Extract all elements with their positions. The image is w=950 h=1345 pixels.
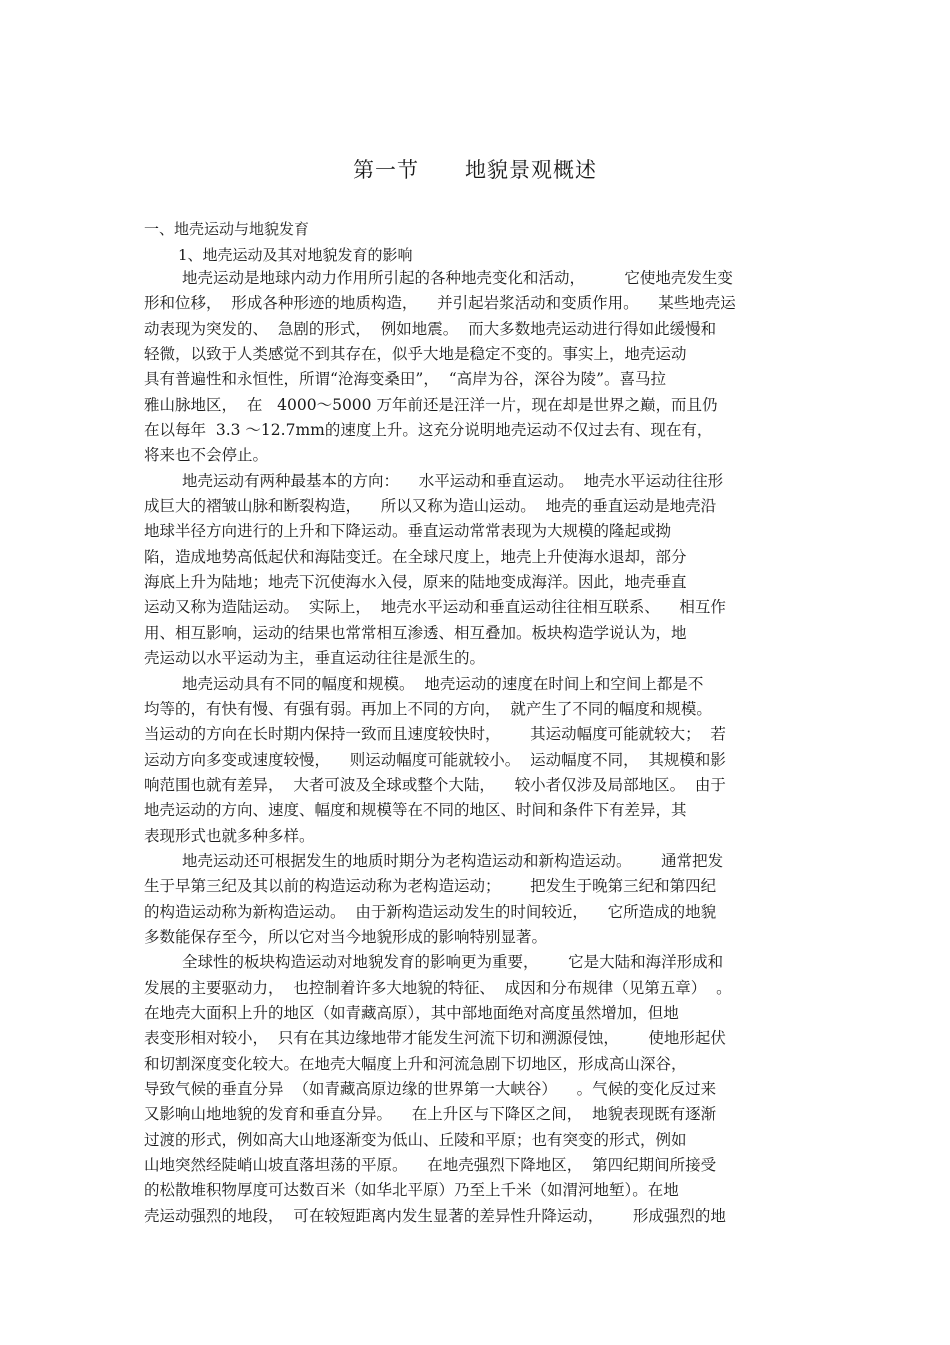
text-line: 壳运动以水平运动为主，垂直运动往往是派生的。 (144, 649, 486, 668)
body-text (144, 266, 824, 1229)
text-line: 当运动的方向在长时期内保持一致而且速度较快时， 其运动幅度可能就较大； 若 (144, 725, 726, 744)
section-title: 第一节 地貌景观概述 (352, 158, 598, 182)
heading-level-1: 一、地壳运动与地貌发育 (144, 220, 310, 238)
text-line: 生于早第三纪及其以前的构造运动称为老构造运动； 把发生于晚第三纪和第四纪 (144, 877, 717, 896)
text-line: 成巨大的褶皱山脉和断裂构造， 所以又称为造山运动。 地壳的垂直运动是地壳沿 (144, 497, 717, 516)
text-line: 地球半径方向进行的上升和下降运动。垂直运动常常表现为大规模的隆起或拗 (144, 522, 672, 541)
text-line: 运动方向多变或速度较慢， 则运动幅度可能就较小。 运动幅度不同， 其规模和影 (144, 750, 726, 769)
text-line: 的构造运动称为新构造运动。 由于新构造运动发生的时间较近， 它所造成的地貌 (144, 902, 717, 921)
text-line: 和切割深度变化较大。在地壳大幅度上升和河流急剧下切地区，形成高山深谷， (144, 1054, 687, 1073)
text-line: 形和位移， 形成各种形迹的地质构造， 并引起岩浆活动和变质作用。 某些地壳运 (144, 294, 736, 313)
text-line: 运动又称为造陆运动。 实际上， 地壳水平运动和垂直运动往往相互联系、 相互作 (144, 598, 726, 617)
text-line: 具有普遍性和永恒性，所谓“沧海变桑田”， “高岸为谷，深谷为陵”。喜马拉 (144, 370, 667, 389)
text-line: 均等的，有快有慢、有强有弱。再加上不同的方向， 就产生了不同的幅度和规模。 (144, 699, 712, 718)
text-line: 轻微，以致于人类感觉不到其存在，似乎大地是稳定不变的。事实上，地壳运动 (144, 345, 687, 364)
text-line: 多数能保存至今，所以它对当今地貌形成的影响特别显著。 (144, 927, 548, 946)
text-line: 导致气候的垂直分异 （如青藏高原边缘的世界第一大峡谷） 。气候的变化反过来 (144, 1080, 717, 1098)
text-line: 地壳运动有两种最基本的方向： 水平运动和垂直运动。 地壳水平运动往往形 (182, 471, 724, 490)
text-line: 壳运动强烈的地段， 可在较短距离内发生显著的差异性升降运动， 形成强烈的地 (144, 1206, 726, 1225)
text-line: 海底上升为陆地；地壳下沉使海水入侵，原来的陆地变成海洋。因此，地壳垂直 (144, 573, 687, 592)
text-line: 全球性的板块构造运动对地貌发育的影响更为重要， 它是大陆和海洋形成和 (182, 953, 724, 972)
text-line: 表现形式也就多种多样。 (144, 826, 315, 845)
text-line: 响范围也就有差异， 大者可波及全球或整个大陆， 较小者仅涉及局部地区。 由于 (144, 775, 726, 794)
text-line: 山地突然经陡峭山坡直落坦荡的平原。 在地壳强烈下降地区， 第四纪期间所接受 (144, 1156, 717, 1175)
text-line: 陷，造成地势高低起伏和海陆变迁。在全球尺度上，地壳上升使海水退却，部分 (144, 547, 687, 566)
text-line: 地壳运动是地球内动力作用所引起的各种地壳变化和活动， 它使地壳发生变 (182, 269, 733, 287)
text-line: 在以每年 3.3 ～12.7mm的速度上升。这充分说明地壳运动不仅过去有、现在有， (144, 421, 713, 440)
text-line: 雅山脉地区， 在 4000～5000 万年前还是汪洋一片，现在却是世界之巅，而且仍 (144, 395, 718, 414)
text-line: 动表现为突发的、 急剧的形式， 例如地震。 而大多数地壳运动进行得如此缓慢和 (144, 319, 717, 338)
text-line: 用、相互影响，运动的结果也常常相互渗透、相互叠加。板块构造学说认为，地 (144, 623, 687, 642)
text-line: 地壳运动还可根据发生的地质时期分为老构造运动和新构造运动。 通常把发 (182, 851, 724, 870)
text-line: 地壳运动的方向、速度、幅度和规模等在不同的地区、时间和条件下有差异，其 (144, 801, 687, 820)
text-line: 表变形相对较小， 只有在其边缘地带才能发生河流下切和溯源侵蚀， 使地形起伏 (144, 1029, 726, 1048)
text-line: 将来也不会停止。 (144, 446, 269, 465)
text-line: 的松散堆积物厚度可达数百米（如华北平原）乃至上千米（如渭河地堑）。在地 (144, 1181, 679, 1200)
text-line: 又影响山地地貌的发育和垂直分异。 在上升区与下降区之间， 地貌表现既有逐渐 (144, 1105, 717, 1124)
text-line: 发展的主要驱动力， 也控制着许多大地貌的特征、 成因和分布规律（见第五章） 。 (144, 978, 732, 997)
text-line: 在地壳大面积上升的地区（如青藏高原），其中部地面绝对高度虽然增加，但地 (144, 1003, 679, 1022)
text-line: 过渡的形式，例如高大山地逐渐变为低山、丘陵和平原；也有突变的形式，例如 (144, 1130, 687, 1149)
heading-level-2: 1、地壳运动及其对地貌发育的影响 (178, 246, 413, 264)
text-line: 地壳运动具有不同的幅度和规模。 地壳运动的速度在时间上和空间上都是不 (182, 674, 704, 693)
